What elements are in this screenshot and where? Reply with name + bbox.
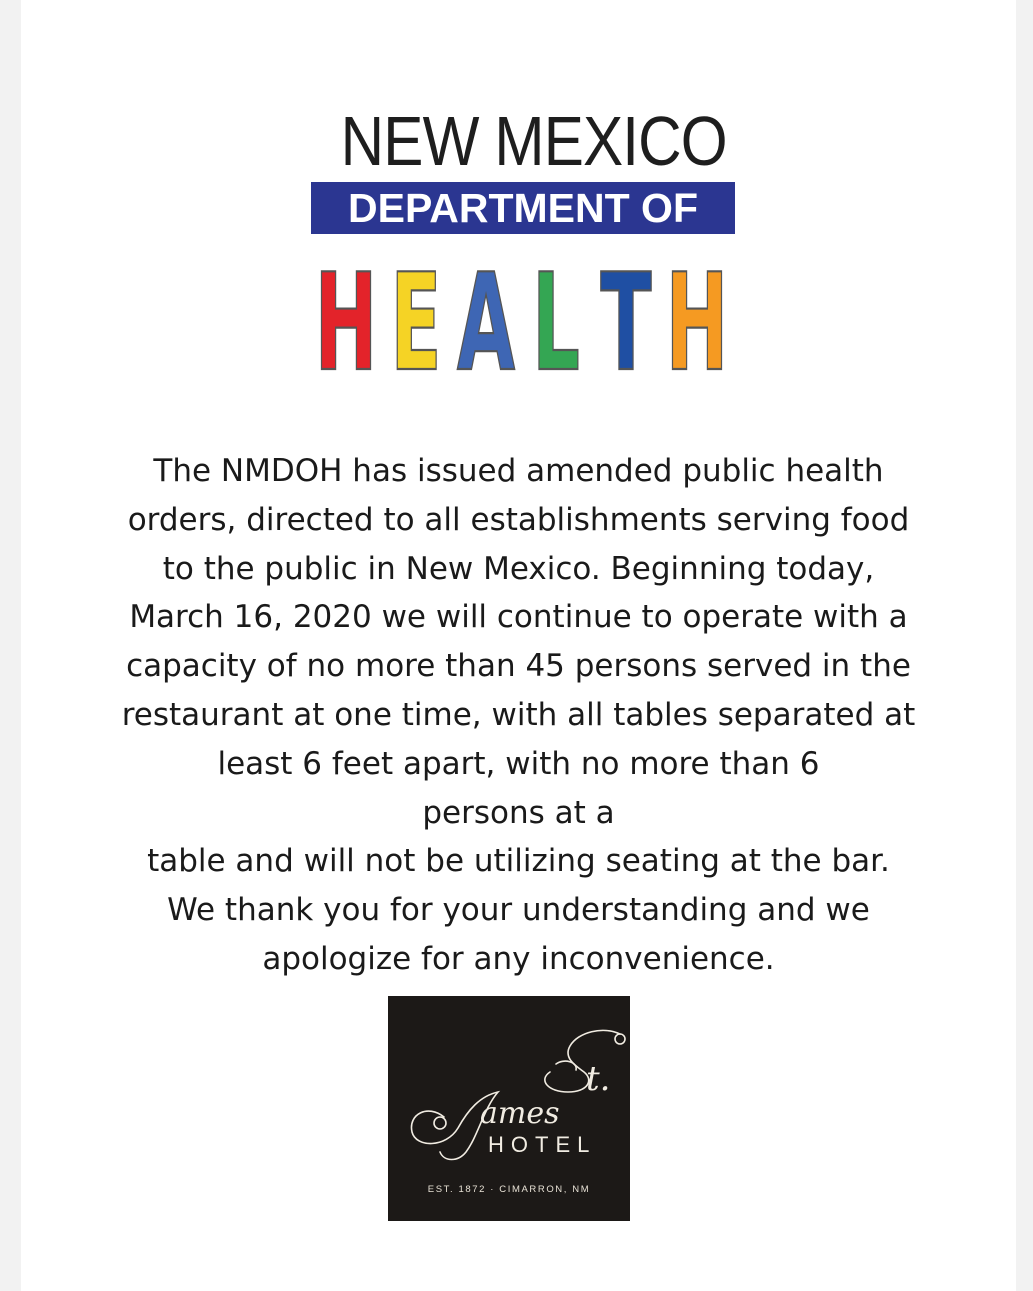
health-letter-h2: H <box>665 245 729 371</box>
notice-line: to the public in New Mexico. Beginning today, <box>162 550 875 587</box>
notice-line: The NMDOH has issued amended public health <box>153 453 884 489</box>
notice-line: We thank you for your understanding and we <box>167 892 870 929</box>
health-letter-a: A <box>456 245 516 371</box>
health-word <box>311 245 735 371</box>
notice-line: least 6 feet apart, with no more than 6 <box>217 745 820 782</box>
notice-line: orders, directed to all establishments serving food <box>127 501 910 538</box>
notice-line: persons at a <box>422 794 615 831</box>
health-letter-e: E <box>390 245 442 371</box>
hotel-word: HOTEL <box>488 1132 597 1157</box>
health-letter-h1: H <box>314 245 378 371</box>
nmdoh-logo <box>311 102 735 372</box>
notice-page <box>21 0 1016 1291</box>
health-letters <box>311 245 735 371</box>
logo-title: NEW MEXICO <box>340 102 727 180</box>
svg-text:t.: t. <box>586 1059 611 1099</box>
hotel-tagline: EST. 1872 · CIMARRON, NM <box>427 1184 591 1195</box>
notice-line: table and will not be utilizing seating at the bar. <box>147 843 890 880</box>
notice-line: apologize for any inconvenience. <box>262 940 775 977</box>
st-james-hotel-logo <box>388 996 630 1221</box>
notice-line: March 16, 2020 we will continue to operate with a <box>129 599 908 636</box>
logo-subtitle-bar: DEPARTMENT OF <box>311 182 735 234</box>
notice-text <box>21 447 1016 984</box>
svg-text:ames: ames <box>480 1096 560 1131</box>
health-letter-t: T <box>600 245 652 371</box>
notice-line: restaurant at one time, with all tables separated at <box>121 696 916 733</box>
notice-line: capacity of no more than 45 persons served in the <box>126 648 911 685</box>
health-letter-l: L <box>532 245 580 371</box>
